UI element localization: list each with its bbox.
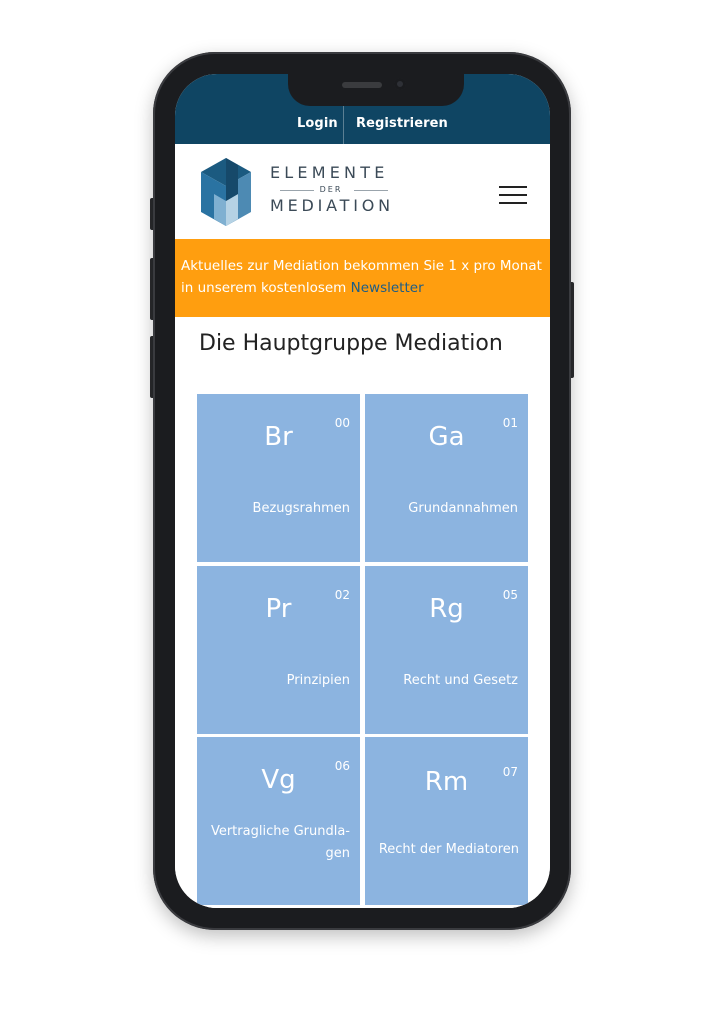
tile-number: 01 [502, 416, 518, 430]
hamburger-line [499, 186, 527, 188]
element-tile-rm[interactable] [365, 737, 528, 905]
hamburger-line [499, 194, 527, 196]
tile-symbol: Rg [429, 594, 464, 624]
topbar-divider [343, 106, 344, 144]
tile-label: Recht der Mediatoren [378, 842, 519, 857]
tile-number: 07 [502, 765, 518, 779]
login-link[interactable]: Login [297, 116, 338, 131]
element-tile-br[interactable] [197, 394, 360, 562]
logo-line-mediation: MEDIATION [270, 196, 394, 215]
tile-symbol: Rm [424, 767, 469, 797]
newsletter-link[interactable]: Newsletter [350, 280, 424, 296]
tile-label: Bezugsrahmen [252, 501, 350, 516]
register-link[interactable]: Registrieren [356, 116, 448, 131]
phone-screen [175, 74, 550, 908]
newsletter-banner [175, 239, 550, 317]
element-tile-rg[interactable] [365, 566, 528, 734]
tile-label: Recht und Gesetz [403, 673, 518, 688]
banner-text [181, 255, 549, 299]
logo-line-elemente: ELEMENTE [270, 163, 389, 182]
element-tile-pr[interactable] [197, 566, 360, 734]
tile-label: Vertragliche Grundla- gen [210, 824, 350, 861]
element-tile-vg[interactable] [197, 737, 360, 905]
front-camera [394, 78, 406, 90]
tile-label: Prinzipien [286, 673, 350, 688]
tile-number: 05 [502, 588, 518, 602]
tile-symbol: Pr [265, 594, 292, 624]
hamburger-menu-icon[interactable] [499, 186, 527, 206]
tile-symbol: Br [264, 422, 293, 452]
site-header [175, 144, 550, 239]
tile-number: 06 [334, 759, 350, 773]
main-content [175, 317, 550, 908]
tile-symbol: Vg [261, 765, 296, 795]
tile-symbol: Ga [428, 422, 465, 452]
logo-wordmark[interactable] [270, 164, 400, 216]
element-tile-ga[interactable] [365, 394, 528, 562]
hexagon-cube-logo-icon[interactable] [197, 154, 255, 230]
tile-number: 00 [334, 416, 350, 430]
speaker-grille [342, 82, 382, 88]
hamburger-line [499, 202, 527, 204]
page-title: Die Hauptgruppe Mediation [199, 331, 503, 356]
tile-label: Grundannahmen [408, 501, 518, 516]
banner-message: Aktuelles zur Mediation bekommen Sie 1 x pro Monat in unserem kostenlosem [181, 258, 542, 296]
logo-line-der: DER [270, 184, 392, 196]
phone-notch [288, 72, 464, 106]
tile-number: 02 [334, 588, 350, 602]
